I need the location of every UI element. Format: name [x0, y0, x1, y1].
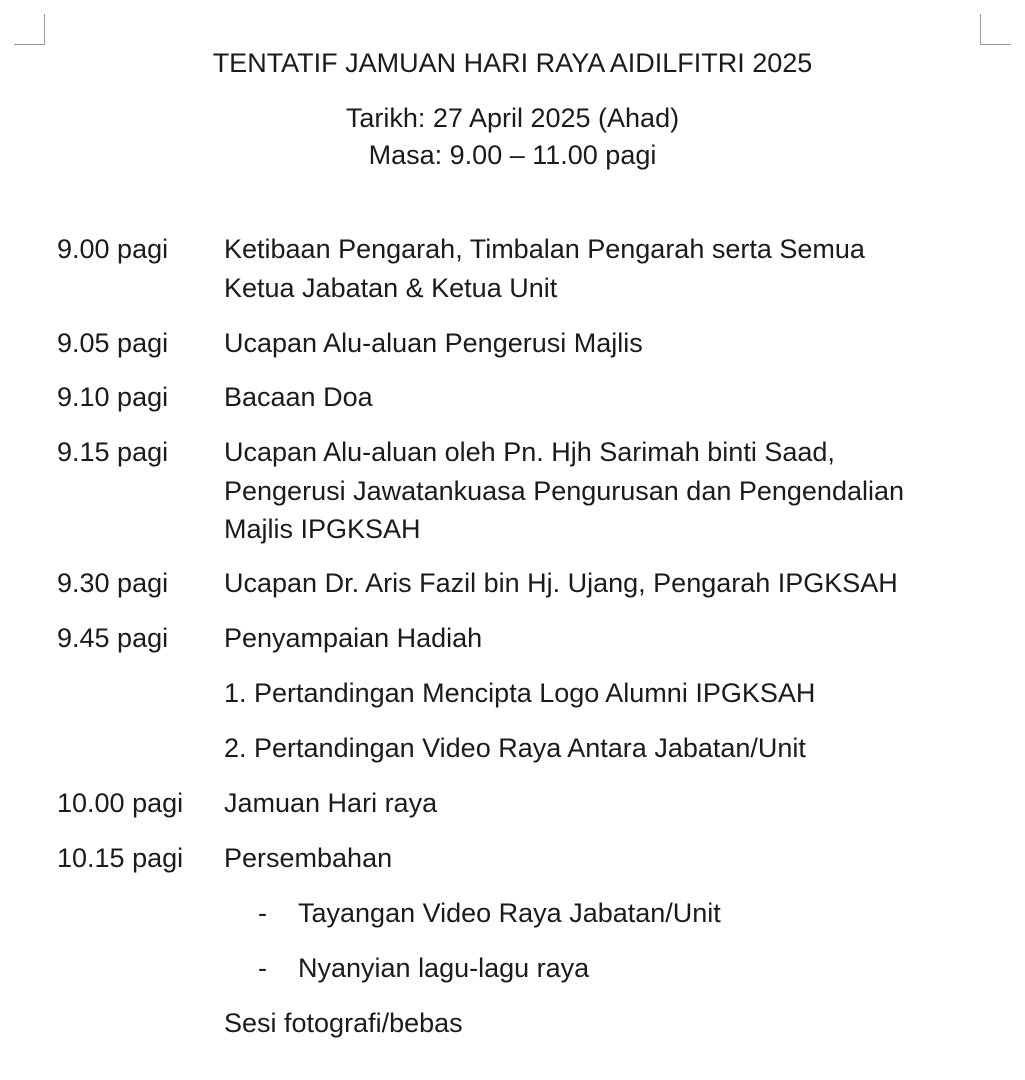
schedule-row [0, 1004, 1025, 1043]
schedule-activity [224, 378, 984, 417]
schedule-activity [224, 324, 984, 363]
activity-line: Persembahan [224, 843, 393, 873]
activity-line: Ucapan Alu-aluan oleh Pn. Hjh Sarimah binti Saad, [224, 437, 835, 467]
schedule-time: 10.15 pagi [57, 843, 184, 873]
schedule-time: 9.30 pagi [57, 568, 169, 598]
document-title: TENTATIF JAMUAN HARI RAYA AIDILFITRI 2025 [212, 48, 813, 78]
page-corner-mark-left [14, 14, 45, 45]
schedule-row [0, 839, 1025, 878]
performance-list-item [0, 949, 1025, 988]
activity-line: Ketibaan Pengarah, Timbalan Pengarah serta Semua [224, 234, 865, 264]
schedule-activity [224, 619, 984, 658]
schedule-row [0, 619, 1025, 658]
activity-line: Sesi fotografi/bebas [224, 1008, 463, 1038]
activity-line: Pengerusi Jawatankuasa Pengurusan dan Pengendalian [224, 475, 905, 506]
prize-list-item-text: 1. Pertandingan Mencipta Logo Alumni IPGKSAH [224, 678, 816, 708]
activity-line: Ketua Jabatan & Ketua Unit [224, 272, 558, 303]
dash-bullet: - [258, 898, 267, 928]
schedule-row [0, 378, 1025, 417]
activity-line: Ucapan Alu-aluan Pengerusi Majlis [224, 328, 643, 358]
schedule-time: 9.00 pagi [57, 234, 169, 264]
schedule-row [0, 433, 1025, 550]
performance-item-text: Nyanyian lagu-lagu raya [298, 953, 590, 983]
performance-item-text: Tayangan Video Raya Jabatan/Unit [298, 898, 721, 928]
activity-line: Majlis IPGKSAH [224, 514, 421, 544]
schedule-time: 10.00 pagi [57, 788, 184, 818]
schedule-time: 9.10 pagi [57, 382, 169, 412]
schedule-row [0, 784, 1025, 823]
prize-list-item-text: 2. Pertandingan Video Raya Antara Jabatan/Unit [224, 733, 806, 763]
prize-list-item [0, 729, 1025, 768]
schedule-activity [224, 230, 984, 307]
schedule-row [0, 564, 1025, 603]
dash-bullet: - [258, 953, 267, 983]
schedule-activity [224, 433, 984, 549]
schedule-row [0, 324, 1025, 363]
activity-line: Ucapan Dr. Aris Fazil bin Hj. Ujang, Pengarah IPGKSAH [224, 568, 898, 598]
event-date: Tarikh: 27 April 2025 (Ahad) [345, 103, 680, 133]
activity-line: Jamuan Hari raya [224, 788, 438, 818]
schedule-time: 9.45 pagi [57, 623, 169, 653]
activity-line: Penyampaian Hadiah [224, 623, 483, 653]
performance-list-item [0, 894, 1025, 933]
schedule-activity [224, 1004, 984, 1043]
schedule-activity [224, 784, 984, 823]
page-corner-mark-right [980, 14, 1011, 45]
activity-line: Bacaan Doa [224, 382, 373, 412]
schedule-time: 9.15 pagi [57, 437, 169, 467]
prize-list-item [0, 674, 1025, 713]
schedule-activity [224, 839, 984, 878]
event-time: Masa: 9.00 – 11.00 pagi [368, 140, 657, 170]
schedule-time: 9.05 pagi [57, 328, 169, 358]
schedule-activity [224, 564, 984, 603]
schedule-row [0, 230, 1025, 308]
